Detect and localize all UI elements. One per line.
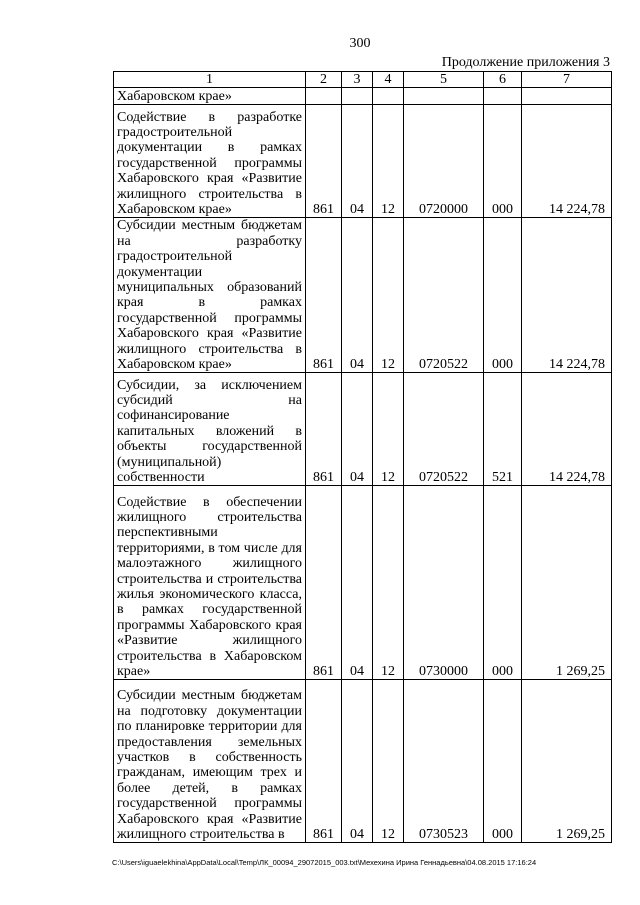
row-description: Содействие в обеспечении жилищного строительства перспективными территориями, в том числе для малоэтажного жилищного строительства и строительства жилья экономического класса, в рамках государственной программы Хабаровского края «Развитие жилищного строительства в Хабаровском крае» bbox=[114, 486, 306, 680]
cell-subsection bbox=[373, 88, 404, 105]
cell-expense-type: 521 bbox=[484, 373, 522, 486]
column-header: 4 bbox=[373, 72, 404, 88]
footer-file-path: C:\Users\iguaelekhina\AppData\Local\Temp\ЛК_00094_29072015_003.txt\Мехехина Ирина Геннадьевна\04.08.2015 17:16:24 bbox=[112, 858, 537, 867]
table-row bbox=[114, 680, 612, 843]
cell-subsection: 12 bbox=[373, 218, 404, 373]
column-header: 1 bbox=[114, 72, 306, 88]
cell-section: 04 bbox=[342, 105, 373, 218]
column-header: 7 bbox=[522, 72, 612, 88]
cell-admin-code: 861 bbox=[306, 373, 342, 486]
cell-amount: 1 269,25 bbox=[522, 486, 612, 680]
row-description: Субсидии местным бюджетам на подготовку документации по планировке территории для предоставления земельных участков в собственность гражданам, имеющим трех и более детей, в рамках государственной программы Хабаровского края «Развитие жилищного строительства в bbox=[114, 680, 306, 843]
table-row bbox=[114, 88, 612, 105]
cell-subsection: 12 bbox=[373, 373, 404, 486]
cell-section: 04 bbox=[342, 373, 373, 486]
row-description: Содействие в разработке градостроительной документации в рамках государственной программы Хабаровского края «Развитие жилищного строительства в Хабаровском крае» bbox=[114, 105, 306, 218]
cell-admin-code: 861 bbox=[306, 105, 342, 218]
cell-section: 04 bbox=[342, 486, 373, 680]
cell-expense-type bbox=[484, 88, 522, 105]
cell-subsection: 12 bbox=[373, 105, 404, 218]
cell-expense-type: 000 bbox=[484, 680, 522, 843]
cell-section: 04 bbox=[342, 218, 373, 373]
cell-target-article: 0730000 bbox=[404, 486, 484, 680]
budget-table bbox=[113, 71, 612, 843]
cell-subsection: 12 bbox=[373, 680, 404, 843]
continuation-label: Продолжение приложения 3 bbox=[441, 55, 610, 70]
cell-amount: 14 224,78 bbox=[522, 218, 612, 373]
cell-amount bbox=[522, 88, 612, 105]
cell-amount: 14 224,78 bbox=[522, 373, 612, 486]
table-row bbox=[114, 218, 612, 373]
row-description: Хабаровском крае» bbox=[114, 88, 306, 105]
cell-target-article: 0720000 bbox=[404, 105, 484, 218]
cell-target-article: 0720522 bbox=[404, 218, 484, 373]
cell-section bbox=[342, 88, 373, 105]
cell-section: 04 bbox=[342, 680, 373, 843]
column-header: 2 bbox=[306, 72, 342, 88]
table-row bbox=[114, 105, 612, 218]
page-number: 300 bbox=[349, 36, 371, 51]
table-header-row bbox=[114, 72, 612, 88]
column-header: 5 bbox=[404, 72, 484, 88]
cell-expense-type: 000 bbox=[484, 218, 522, 373]
cell-expense-type: 000 bbox=[484, 486, 522, 680]
table-row bbox=[114, 486, 612, 680]
cell-admin-code bbox=[306, 88, 342, 105]
table-row bbox=[114, 373, 612, 486]
cell-target-article: 0730523 bbox=[404, 680, 484, 843]
cell-admin-code: 861 bbox=[306, 486, 342, 680]
cell-target-article bbox=[404, 88, 484, 105]
cell-admin-code: 861 bbox=[306, 680, 342, 843]
cell-amount: 14 224,78 bbox=[522, 105, 612, 218]
column-header: 3 bbox=[342, 72, 373, 88]
cell-target-article: 0720522 bbox=[404, 373, 484, 486]
column-header: 6 bbox=[484, 72, 522, 88]
row-description: Субсидии местным бюджетам на разработку градостроительной документации муниципальных образований края в рамках государственной программы Хабаровского края «Развитие жилищного строительства в Хабаровском крае» bbox=[114, 218, 306, 373]
cell-expense-type: 000 bbox=[484, 105, 522, 218]
cell-amount: 1 269,25 bbox=[522, 680, 612, 843]
cell-subsection: 12 bbox=[373, 486, 404, 680]
cell-admin-code: 861 bbox=[306, 218, 342, 373]
row-description: Субсидии, за исключением субсидий на софинансирование капитальных вложений в объекты государственной (муниципальной) собственности bbox=[114, 373, 306, 486]
